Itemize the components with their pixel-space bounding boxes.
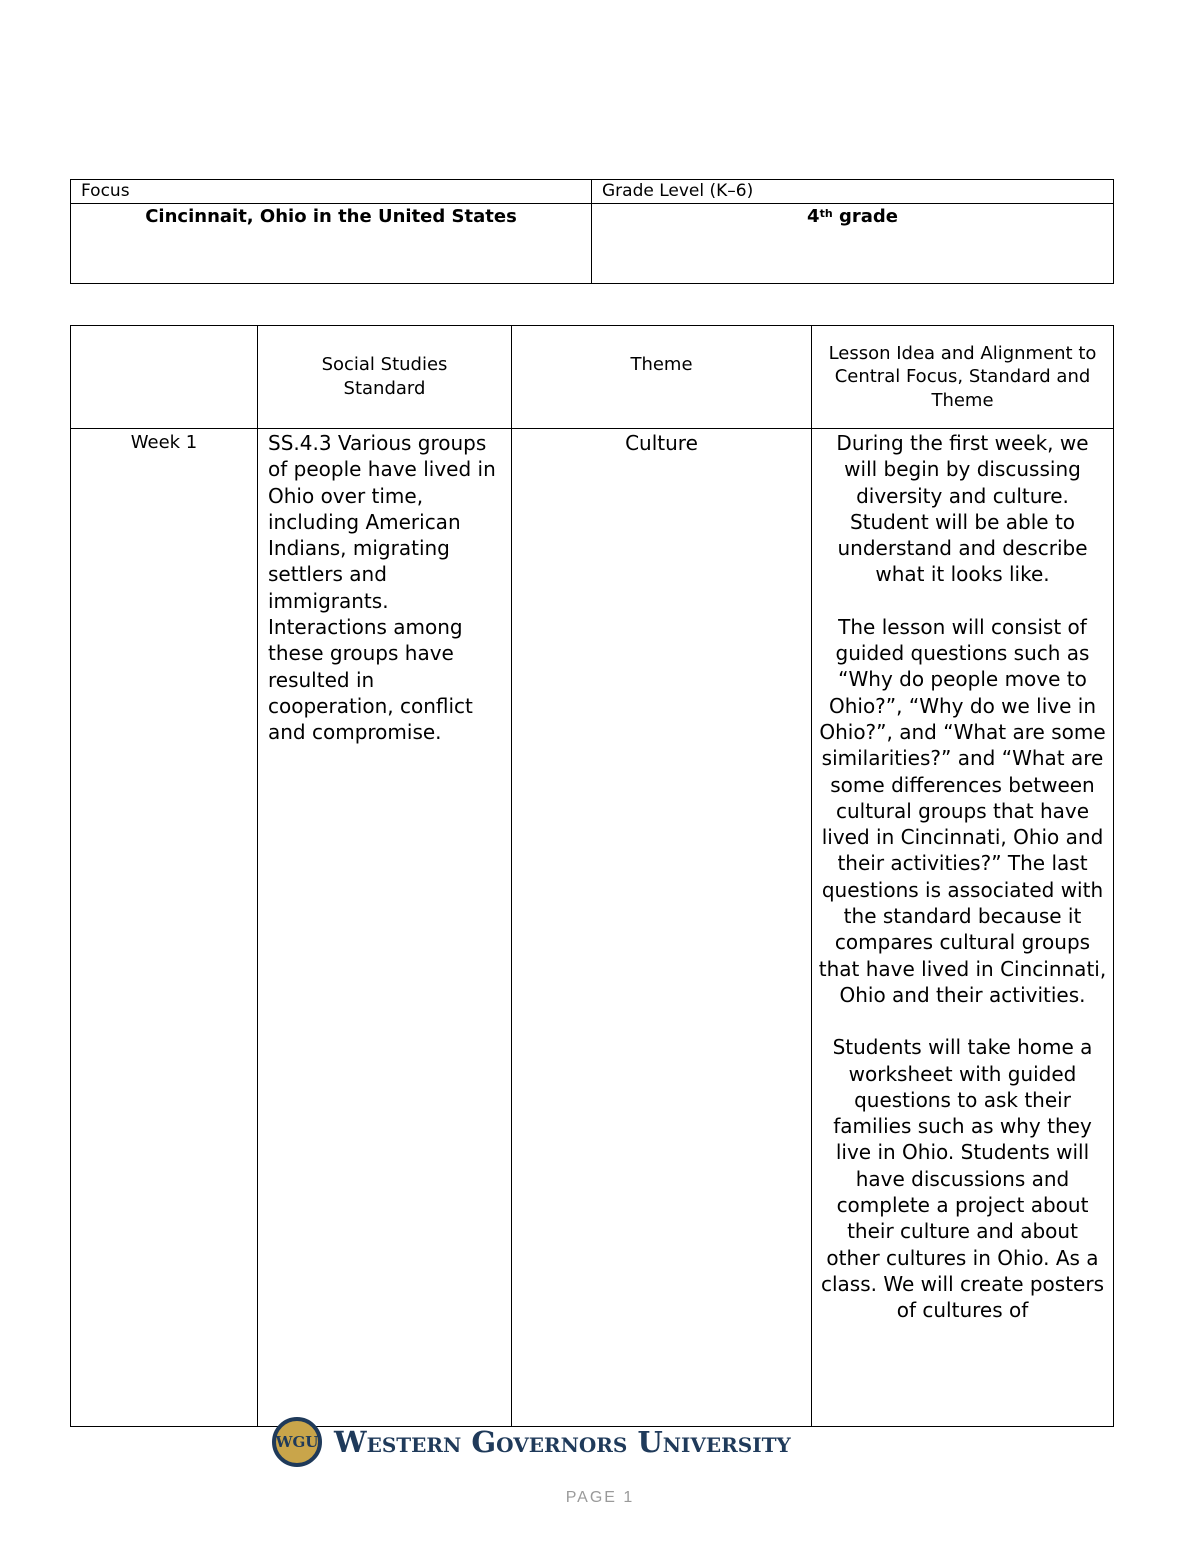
- lesson-plan-header-row: [71, 326, 1114, 429]
- grade-number: 4: [807, 206, 820, 227]
- table-row: [71, 429, 1114, 1427]
- header-week: [71, 326, 258, 429]
- lesson-plan-table: [70, 325, 1114, 1427]
- wgu-wordmark: Western Governors University: [334, 1425, 791, 1459]
- header-theme: Theme: [512, 326, 812, 429]
- week-cell: Week 1: [71, 429, 258, 1427]
- header-lesson-idea: Lesson Idea and Alignment to Central Focus, Standard and Theme: [812, 326, 1114, 429]
- standard-cell: SS.4.3 Various groups of people have lived in Ohio over time, including American Indians, migrating settlers and immigrants. Interactions among these groups have resulted in cooperation, conflict and compromise.: [258, 429, 512, 1427]
- focus-table: [70, 179, 1114, 284]
- page-number: PAGE 1: [565, 1489, 635, 1506]
- grade-ordinal-suffix: th: [819, 207, 833, 220]
- focus-value: Cincinnait, Ohio in the United States: [71, 204, 592, 284]
- grade-level-value: [592, 204, 1114, 284]
- grade-level-label: Grade Level (K–6): [592, 180, 1114, 204]
- focus-label: Focus: [71, 180, 592, 204]
- wgu-logo: [272, 1414, 892, 1470]
- wgu-seal-icon: WGU: [272, 1417, 322, 1467]
- lesson-paragraph: During the first week, we will begin by discussing diversity and culture. Student will be able to understand and describe what it looks like.: [836, 431, 1089, 587]
- focus-table-header-row: [71, 180, 1114, 204]
- grade-word: grade: [832, 206, 898, 227]
- focus-table-value-row: [71, 204, 1114, 284]
- theme-cell: Culture: [512, 429, 812, 1427]
- lesson-paragraph: Students will take home a worksheet with guided questions to ask their families such as why they live in Ohio. Students will have discussions and complete a project about their culture and about other cultures in Ohio. As a class. We will create posters of cultures of: [821, 1035, 1104, 1323]
- lesson-paragraph: The lesson will consist of guided questions such as “Why do people move to Ohio?”, “Why do we live in Ohio?”, and “What are some similarities?” and “What are some differences between cultural groups that have lived in Cincinnati, Ohio and their activities?” The last questions is associated with the standard because it compares cultural groups that have lived in Cincinnati, Ohio and their activities.: [818, 614, 1107, 1007]
- header-social-studies-standard: Social Studies Standard: [258, 326, 512, 429]
- lesson-idea-cell: [812, 429, 1114, 1427]
